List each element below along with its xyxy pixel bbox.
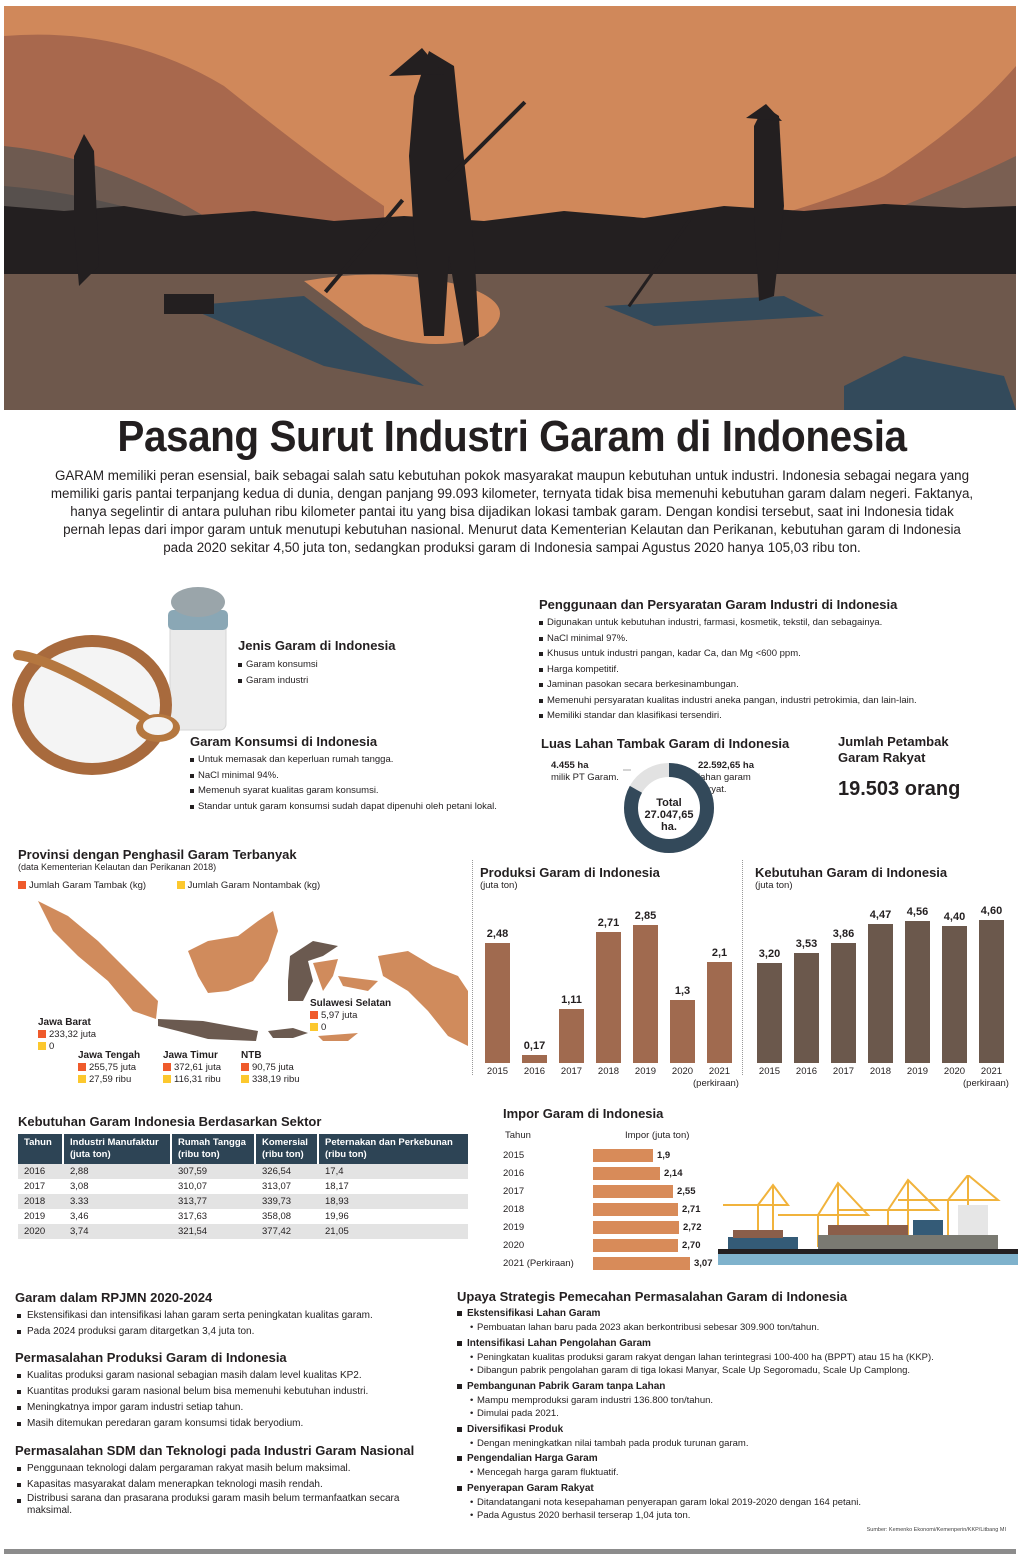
bar-2021: 2,1 (707, 947, 732, 1063)
rakyat-label-2: rakyat. (698, 784, 727, 795)
produksi-chart: Produksi Garam di Indonesia (juta ton) 2,48 0,17 1,11 2,71 2,85 1,3 2,1 2015 2016 2017 2018 2019 2020 2021 (perkiraan) (480, 865, 739, 1089)
strategi-section (457, 1289, 1017, 1523)
kebutuhan-title: Kebutuhan Garam di Indonesia (755, 865, 948, 880)
col-header: Rumah Tangga (ribu ton) (172, 1134, 256, 1164)
list-item: Kapasitas masyarakat dalam menerapkan teknologi masih rendah. (15, 1477, 435, 1493)
kebutuhan-note: (perkiraan) (963, 1078, 1009, 1089)
garam-industri-title: Penggunaan dan Persyaratan Garam Industri di Indonesia (539, 597, 898, 612)
salt-farmers-illustration (4, 6, 1016, 410)
bar-2020: 4,40 (942, 911, 967, 1063)
province-name: Jawa Barat (38, 1017, 91, 1028)
list-item: Memenuhi persyaratan kualitas industri aneka pangan, industri petrokimia, dan lain-lain. (539, 693, 917, 709)
list-item: Masih ditemukan peredaran garam konsumsi tidak beryodium. (15, 1416, 445, 1432)
petambak-value: 19.503 orang (838, 778, 961, 800)
list-item: Penggunaan teknologi dalam pergaraman rakyat masih belum maksimal. (15, 1461, 435, 1477)
province-jawa-timur: Jawa Timur 372,61 juta 116,31 ribu (163, 1050, 222, 1085)
rpjmn-title: Garam dalam RPJMN 2020-2024 (15, 1290, 213, 1305)
table-row: 2019 3,46 317,63 358,08 19,96 (24, 1211, 349, 1222)
table-row: 2017 3,08 310,07 313,07 18,17 (24, 1181, 349, 1192)
list-item: Meningkatnya impor garam industri setiap tahun. (15, 1400, 445, 1416)
impor-row: 2018 2,71 (503, 1203, 701, 1215)
hero-illustration (4, 6, 1016, 410)
rakyat-label-1: lahan garam (698, 772, 751, 783)
province-jawa-barat: Jawa Barat 233,32 juta 0 (38, 1017, 97, 1052)
sektor-title: Kebutuhan Garam Indonesia Berdasarkan Sektor (18, 1114, 322, 1129)
province-jawa-tengah: Jawa Tengah 255,75 juta 27,59 ribu (78, 1050, 141, 1085)
bar-2018: 2,71 (596, 917, 621, 1063)
impor-col-value: Impor (juta ton) (625, 1130, 690, 1141)
page-title: Pasang Surut Industri Garam di Indonesia (117, 412, 907, 461)
legend-nontambak-swatch (177, 881, 185, 889)
provinsi-subtitle: (data Kementerian Kelautan dan Perikanan 2018) (18, 862, 217, 872)
provinsi-title: Provinsi dengan Penghasil Garam Terbanyak (18, 847, 297, 862)
kebutuhan-unit: (juta ton) (755, 880, 793, 891)
bar-2016: 0,17 (522, 1040, 547, 1063)
impor-chart (503, 1106, 733, 1271)
donut-center-value: 27.047,65 (644, 809, 694, 821)
bar-2015: 2,48 (485, 928, 510, 1063)
sektor-table (18, 1134, 468, 1239)
garam-konsumsi-title: Garam Konsumsi di Indonesia (190, 734, 378, 749)
province-sulawesi-selatan: Sulawesi Selatan 5,97 juta 0 (310, 998, 392, 1033)
bar-2020: 1,3 (670, 985, 695, 1063)
impor-row: 2017 2,55 (503, 1185, 696, 1197)
strategi-title: Upaya Strategis Pemecahan Permasalahan Garam di Indonesia (457, 1289, 848, 1304)
legend-tambak-label: Jumlah Garam Tambak (kg) (29, 880, 147, 891)
map-legend (18, 880, 468, 891)
list-item: Memenuh syarat kualitas garam konsumsi. (190, 783, 497, 799)
impor-row: 2021 (Perkiraan) 3,07 (503, 1257, 713, 1269)
province-name: Jawa Timur (163, 1050, 218, 1061)
masalah-sdm-section (15, 1443, 435, 1517)
list-item: Memiliki standar dan klasifikasi tersendiri. (539, 708, 917, 724)
legend-tambak-swatch (18, 881, 26, 889)
port-illustration (718, 1175, 1018, 1265)
provinsi-section (18, 847, 468, 1092)
bar-2019: 4,56 (905, 906, 930, 1063)
impor-row: 2016 2,14 (503, 1167, 683, 1179)
donut-center-label: Total (656, 797, 682, 809)
source-note: Sumber: Kemenko Ekonomi/Kemenperin/KKP/Litbang MI (866, 1527, 1006, 1533)
garam-konsumsi-section (190, 734, 497, 814)
impor-row: 2015 1,9 (503, 1149, 671, 1161)
province-name: NTB (241, 1050, 262, 1061)
pt-garam-value: 4.455 ha (551, 760, 589, 771)
bar-2015: 3,20 (757, 948, 782, 1063)
list-item: Jaminan pasokan secara berkesinambungan. (539, 677, 917, 693)
province-ntb: NTB 90,75 juta 338,19 ribu (241, 1050, 300, 1085)
jenis-garam-title: Jenis Garam di Indonesia (238, 638, 396, 653)
masalah-produksi-title: Permasalahan Produksi Garam di Indonesia (15, 1350, 287, 1365)
bar-2021: 4,60 (979, 905, 1004, 1063)
impor-title: Impor Garam di Indonesia (503, 1106, 664, 1121)
list-item: Garam industri (238, 673, 396, 689)
sektor-section (18, 1114, 468, 1239)
strategi-group: Ekstensifikasi Lahan Garam • Pembuatan lahan baru pada 2023 akan berkontribusi sebesar 309.900 ton/tahun. (457, 1307, 1017, 1335)
luas-lahan-section (541, 736, 801, 856)
garam-industri-section (539, 597, 917, 724)
list-item: Distribusi sarana dan prasarana produksi garam masih belum termanfaatkan secara maksimal. (15, 1493, 435, 1517)
bar-2019: 2,85 (633, 910, 658, 1063)
indonesia-map (38, 901, 468, 1051)
rakyat-value: 22.592,65 ha (698, 760, 754, 771)
footer-bar (4, 1549, 1016, 1554)
impor-col-year: Tahun (505, 1130, 531, 1141)
donut-center-unit: ha. (661, 821, 677, 833)
jenis-garam-section (238, 638, 396, 688)
pt-garam-label: milik PT Garam. (551, 772, 619, 783)
list-item: Untuk memasak dan keperluan rumah tangga. (190, 752, 497, 768)
produksi-title: Produksi Garam di Indonesia (480, 865, 660, 880)
masalah-produksi-section (15, 1350, 445, 1432)
province-name: Jawa Tengah (78, 1050, 141, 1061)
impor-row: 2020 2,70 (503, 1239, 701, 1251)
divider (742, 860, 743, 1075)
col-header: Komersial (ribu ton) (256, 1134, 319, 1164)
province-name: Sulawesi Selatan (310, 998, 392, 1009)
bar-2016: 3,53 (794, 938, 819, 1063)
petambak-title-1: Jumlah Petambak (838, 734, 949, 749)
strategi-group: Intensifikasi Lahan Pengolahan Garam • Peningkatan kualitas produksi garam rakyat dengan lahan terintegrasi 100-400 ha (BPPT) atau 15 ha (KKP). • Dibangun pabrik pengolahan garam di tiga lokasi Manyar, Scale Up Segoromadu, Scale Up Camplong. (457, 1337, 1017, 1378)
impor-row: 2019 2,72 (503, 1221, 702, 1233)
table-row: 2018 3.33 313,77 339,73 18,93 (18, 1194, 468, 1209)
list-item: Garam konsumsi (238, 657, 396, 673)
rpjmn-section (15, 1290, 445, 1340)
kebutuhan-chart: Kebutuhan Garam di Indonesia (juta ton) 3,20 3,53 3,86 4,47 4,56 4,40 4,60 2015 2016 2017 2018 2019 2020 2021 (perkiraan) (755, 865, 1020, 1095)
list-item: Khusus untuk industri pangan, kadar Ca, dan Mg <600 ppm. (539, 646, 917, 662)
list-item: Ekstensifikasi dan intensifikasi lahan garam serta peningkatan kualitas garam. (15, 1308, 445, 1324)
col-header: Tahun (18, 1134, 64, 1164)
divider (472, 860, 473, 1075)
list-item: Kuantitas produksi garam nasional belum bisa memenuhi kebutuhan industri. (15, 1384, 445, 1400)
lead-paragraph: GARAM memiliki peran esensial, baik sebagai salah satu kebutuhan pokok masyarakat maupun kebutuhan untuk industri. Indonesia sebagai negara yang memiliki garis pantai terpanjang kedua di dunia, dengan panjang 99.093 kilometer, ternyata tidak bisa memenuhi kebutuhan garam dalam negeri. Faktanya, hanya segelintir di antara puluhan ribu kilometer pantai itu yang bisa dijadikan lokasi tambak garam. Dengan kondisi tersebut, saat ini Indonesia tidak pernah lepas dari impor garam untuk menutupi kebutuhan nasional. Menurut data Kementerian Kelautan dan Perikanan, kebutuhan garam di Indonesia pada 2020 sekitar 4,50 juta ton, sedangkan produksi garam di Indonesia sampai Agustus 2020 hanya 105,03 ribu ton. (50, 468, 974, 555)
strategi-group: Pembangunan Pabrik Garam tanpa Lahan • Mampu memproduksi garam industri 136.800 ton/tahun. • Dimulai pada 2021. (457, 1380, 1017, 1421)
bar-2017: 1,11 (559, 994, 584, 1063)
strategi-group: Pengendalian Harga Garam • Mencegah harga garam fluktuatif. (457, 1452, 1017, 1480)
petambak-section (838, 734, 960, 801)
petambak-title-2: Garam Rakyat (838, 750, 926, 765)
bar-2017: 3,86 (831, 928, 856, 1063)
list-item: Harga kompetitif. (539, 662, 917, 678)
legend-nontambak-label: Jumlah Garam Nontambak (kg) (187, 880, 321, 891)
table-row: 2016 2,88 307,59 326,54 17,4 (18, 1164, 468, 1179)
col-header: Industri Manufaktur (juta ton) (64, 1134, 172, 1164)
produksi-note: (perkiraan) (693, 1078, 739, 1089)
list-item: Pada 2024 produksi garam ditargetkan 3,4 juta ton. (15, 1324, 445, 1340)
strategi-group: Diversifikasi Produk • Dengan meningkatkan nilai tambah pada produk turunan garam. (457, 1423, 1017, 1451)
list-item: NaCl minimal 97%. (539, 631, 917, 647)
strategi-group: Penyerapan Garam Rakyat • Ditandatangani nota kesepahaman penyerapan garam lokal 2019-2020 dengan 164 petani. • Pada Agustus 2020 berhasil terserap 1,04 juta ton. (457, 1482, 1017, 1523)
luas-lahan-title: Luas Lahan Tambak Garam di Indonesia (541, 736, 790, 751)
masalah-sdm-title: Permasalahan SDM dan Teknologi pada Industri Garam Nasional (15, 1443, 415, 1458)
col-header: Peternakan dan Perkebunan (ribu ton) (319, 1134, 468, 1164)
list-item: Kualitas produksi garam nasional sebagian masih dalam level kualitas KP2. (15, 1368, 445, 1384)
list-item: NaCl minimal 94%. (190, 768, 497, 784)
bar-2018: 4,47 (868, 909, 893, 1063)
list-item: Standar untuk garam konsumsi sudah dapat dipenuhi oleh petani lokal. (190, 799, 497, 815)
table-row: 2020 3,74 321,54 377,42 21,05 (18, 1224, 468, 1239)
list-item: Digunakan untuk kebutuhan industri, farmasi, kosmetik, tekstil, dan sebagainya. (539, 615, 917, 631)
produksi-unit: (juta ton) (480, 880, 518, 891)
